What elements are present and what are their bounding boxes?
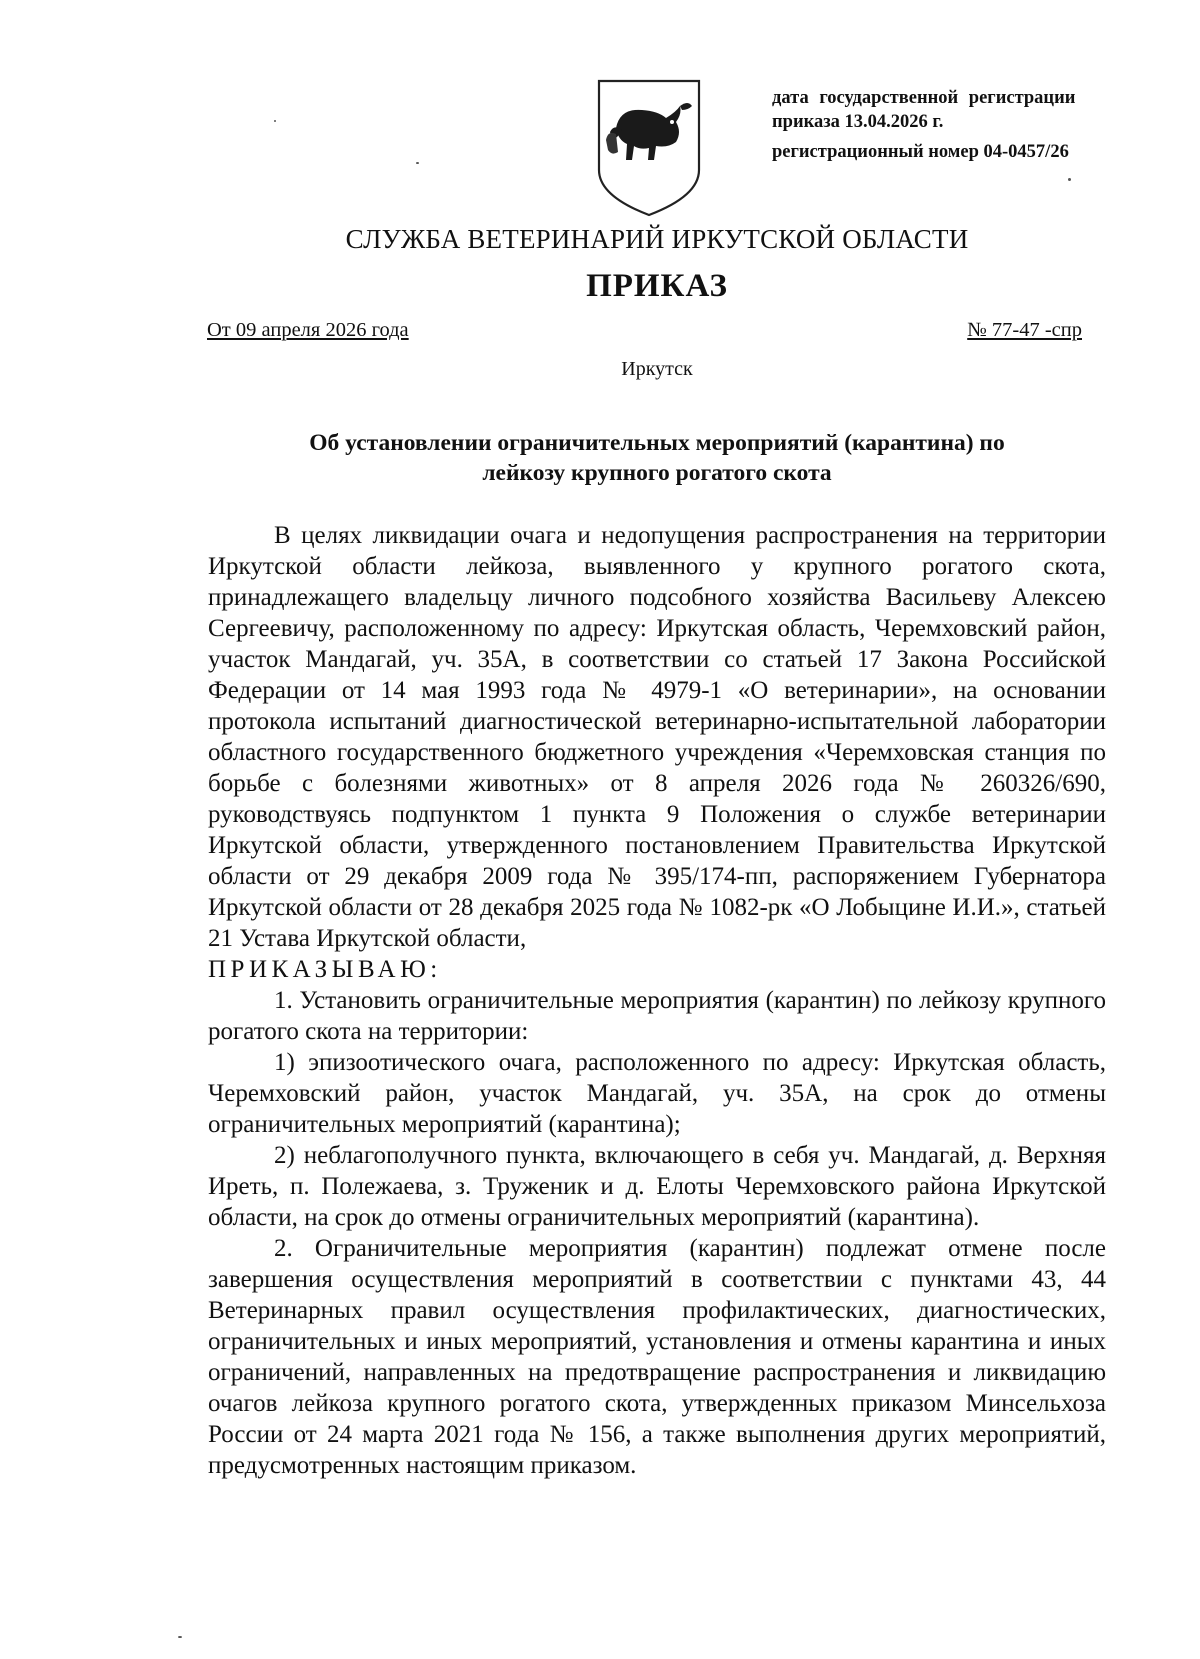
registration-date-label: дата государственной регистрации [772,88,1076,108]
document-title-line: лейкозу крупного рогатого скота [482,460,832,486]
registration-info [772,86,1132,164]
scan-speck [178,1636,182,1638]
document-title [207,428,1107,488]
document-title-line: Об установлении ограничительных мероприятий (карантина) по [309,430,1005,456]
clause-1-subitem-2: 2) неблагополучного пункта, включающего в себя уч. Мандагай, д. Верхняя Ирeть, п. Полежаева, з. Труженик и д. Елоты Черемховского района Иркутской области, на срок до отмены ограничительных мероприятий (карантина). [208,1142,1106,1231]
document-body [208,520,1106,1481]
scan-speck [416,162,419,164]
document-type: ПРИКАЗ [586,268,728,304]
agency-name: СЛУЖБА ВЕТЕРИНАРИЙ ИРКУТСКОЙ ОБЛАСТИ [345,224,969,254]
registration-number: регистрационный номер 04-0457/26 [772,142,1069,162]
clause-1-subitem-1: 1) эпизоотического очага, расположенного по адресу: Иркутская область, Черемховский район, участок Мандагай, уч. 35А, на срок до отмены ограничительных мероприятий (карантина); [208,1049,1106,1138]
clause-2: 2. Ограничительные мероприятия (карантин) подлежат отмене после завершения осуществления мероприятий в соответствии с пунктами 43, 44 Ветеринарных правил осуществления профилактических, диагностических, ограничительных и иных мероприятий, установления и отмены карантина и иных ограничений, направленных на предотвращение распространения и ликвидацию очагов лейкоза крупного рогатого скота, утвержденных приказом Минсельхоза России от 24 марта 2021 года № 156, а также выполнения других мероприятий, предусмотренных настоящим приказом. [208,1235,1106,1479]
scan-speck [274,120,276,122]
preamble-paragraph: В целях ликвидации очага и недопущения распространения на территории Иркутской области лейкоза, выявленного у крупного рогатого скота, принадлежащего владельцу личного подсобного хозяйства Васильеву Алексею Сергеевичу, расположенному по адресу: Иркутская область, Черемховский район, участок Мандагай, уч. 35А, в соответствии со статьей 17 Закона Российской Федерации от 14 мая 1993 года № 4979-1 «О ветеринарии», на основании протокола испытаний диагностической ветеринарно-испытательной лаборатории областного государственного бюджетного учреждения «Черемховская станция по борьбе с болезнями животных» от 8 апреля 2026 года № 260326/690, руководствуясь подпунктом 1 пункта 9 Положения о службе ветеринарии Иркутской области, утвержденного постановлением Правительства Иркутской области от 29 декабря 2009 года № 395/174-пп, распоряжением Губернатора Иркутской области от 28 декабря 2025 года № 1082-рк «О Лобыцине И.И.», статьей 21 Устава Иркутской области, [208,522,1106,952]
document-date: От 09 апреля 2026 года [207,319,409,341]
irkutsk-coat-of-arms-icon [596,78,702,218]
registration-order-date: приказа 13.04.2026 г. [772,112,944,132]
document-number: № 77-47 -спр [967,319,1082,341]
document-city: Иркутск [621,358,693,380]
clause-1: 1. Установить ограничительные мероприятия (карантин) по лейкозу крупного рогатого скота на территории: [208,987,1106,1045]
order-word: ПРИКАЗЫВАЮ: [208,956,442,983]
scan-speck [1068,178,1071,181]
